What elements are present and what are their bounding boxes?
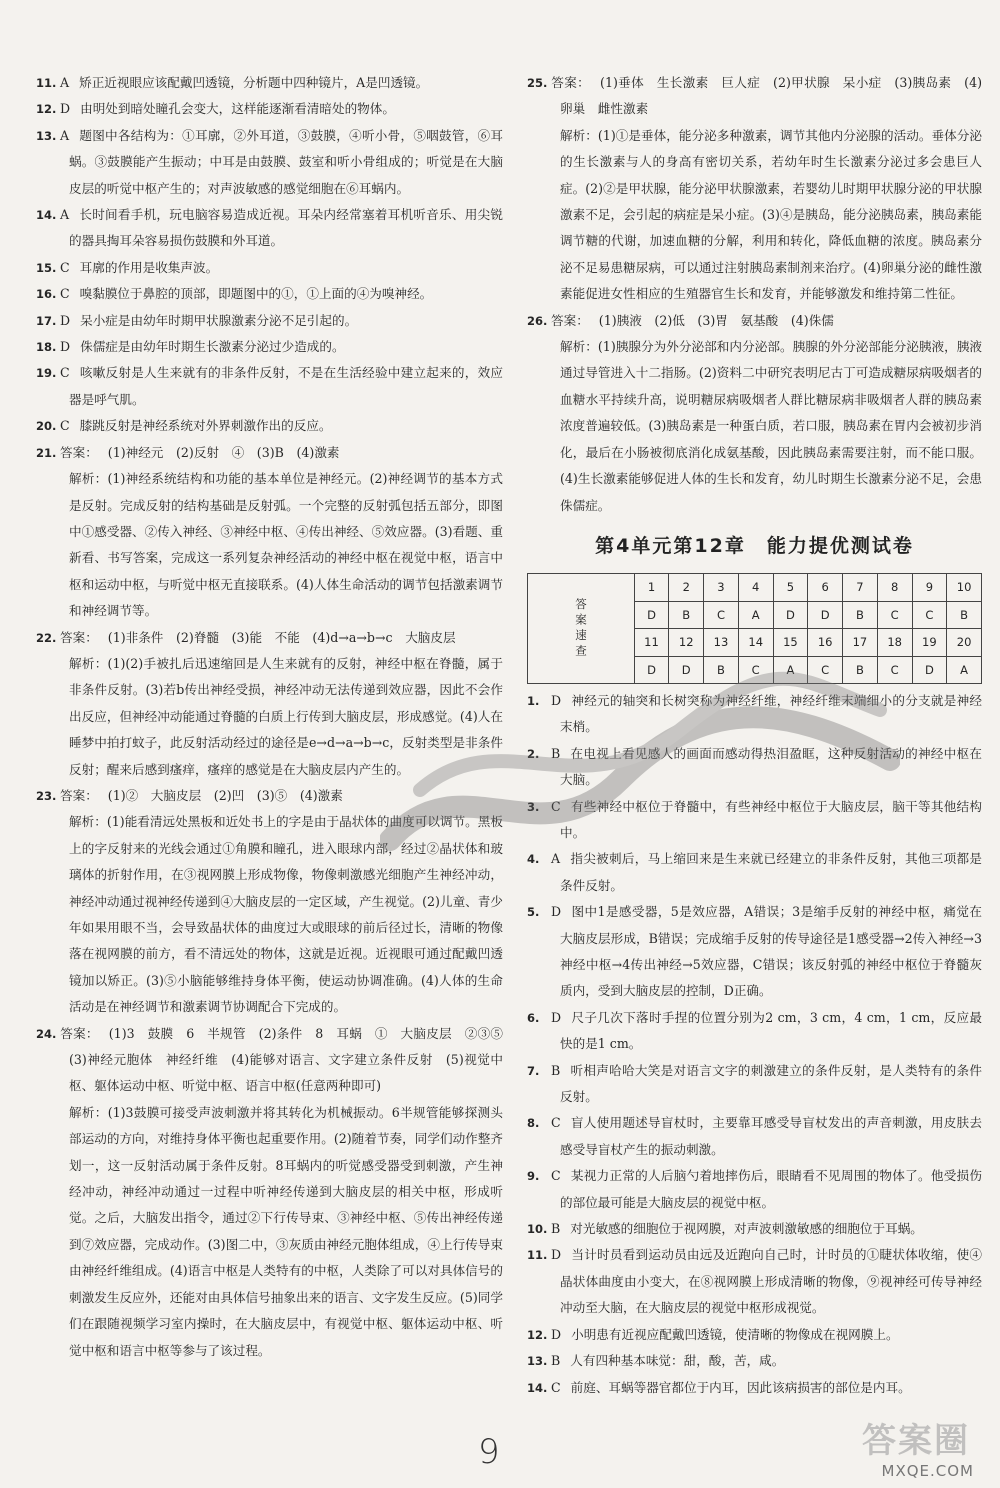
- answer-item: [36, 413, 503, 439]
- answer-item: [36, 281, 503, 307]
- item-number: 21.: [36, 445, 57, 460]
- item-text: 对光敏感的细胞位于视网膜，对声波刺激敏感的细胞位于耳蜗。: [570, 1221, 923, 1237]
- table-question-number: 13: [704, 629, 739, 656]
- table-answer-cell: D: [634, 656, 669, 683]
- answer-item: [527, 899, 982, 1005]
- table-question-number: 2: [669, 574, 704, 601]
- item-text: 在电视上看见感人的画面而感动得热泪盈眶，这种反射活动的神经中枢在大脑。: [560, 745, 982, 788]
- answer-item: [527, 1005, 982, 1058]
- item-number: 16.: [36, 287, 57, 302]
- watermark-url: MXQE.COM: [881, 1462, 974, 1480]
- item-answer: 答案：: [551, 75, 591, 90]
- item-answer: B: [551, 1353, 561, 1369]
- item-answer: C: [60, 418, 70, 434]
- table-answer-cell: C: [912, 601, 947, 628]
- item-answer: 答案：: [551, 312, 589, 328]
- item-answer: B: [551, 1062, 561, 1078]
- table-answer-cell: B: [843, 601, 878, 628]
- answer-table-label: 答案速查: [528, 574, 635, 684]
- item-number: 3.: [527, 799, 540, 814]
- item-number: 14.: [527, 1380, 548, 1395]
- item-answer: D: [551, 904, 562, 920]
- item-text: 图中1是感受器，5是效应器，A错误；3是缩手反射的神经中枢，痛觉在大脑皮层形成，B错误；完成缩手反射的传导途径是1感受器→2传入神经→3神经中枢→4传出神经→5效应器，C错误；该反射弧的神经中枢位于脊髓灰质内，受到大脑皮层的控制，D正确。: [560, 904, 982, 999]
- section-title: 第4单元第12章 能力提优测试卷: [595, 534, 914, 557]
- item-number: 17.: [36, 313, 57, 328]
- item-explanation: 解析：(1)(2)手被扎后迅速缩回是人生来就有的反射，神经中枢在脊髓，属于非条件反射。(3)若b传出神经受损，神经冲动无法传递到效应器，因此不会作出反应，但神经冲动能通过脊髓的白质上行传到大脑皮层，形成感觉。(4)人在睡梦中拍打蚊子，此反射活动经过的途径是e→d→a→b→c，反射类型是非条件反射；醒来后感到瘙痒，瘙痒的感觉是在大脑皮层内产生的。: [69, 655, 503, 777]
- table-question-number: 10: [947, 574, 982, 601]
- item-number: 12.: [527, 1327, 548, 1342]
- item-answer: D: [551, 1009, 562, 1025]
- item-number: 20.: [36, 419, 57, 434]
- table-question-number: 15: [773, 629, 808, 656]
- item-number: 12.: [36, 102, 57, 117]
- item-answer: C: [551, 798, 561, 814]
- item-answer: D: [551, 692, 562, 708]
- table-answer-cell: D: [669, 656, 704, 683]
- item-answer: D: [551, 1326, 562, 1342]
- item-answer: A: [551, 851, 561, 867]
- item-text: 尺子几次下落时手捏的位置分别为2 cm，3 cm，4 cm，1 cm，反应最快的是1 cm。: [560, 1009, 982, 1052]
- item-answer: C: [551, 1379, 561, 1395]
- item-answer: C: [551, 1115, 561, 1131]
- answer-item: [527, 1058, 982, 1111]
- answer-item: [36, 1021, 516, 1100]
- item-number: 1.: [527, 693, 540, 708]
- item-explanation: 解析：(1)神经系统结构和功能的基本单位是神经元。(2)神经调节的基本方式是反射。完成反射的结构基础是反射弧。一个完整的反射弧包括五部分，即图中①感受器、②传入神经、③神经中枢、④传出神经、⑤效应器。(3)看题、重新看、书写答案，完成这一系列复杂神经活动的神经中枢在视觉中枢，语言中枢和运动中枢，与听觉中枢无直接联系。(4)人体生命活动的调节包括激素调节和神经调节等。: [69, 471, 503, 619]
- item-number: 10.: [527, 1222, 548, 1237]
- table-question-number: 8: [877, 574, 912, 601]
- table-question-number: 19: [912, 629, 947, 656]
- table-answer-cell: B: [843, 656, 878, 683]
- item-text: (1)非条件 (2)脊髓 (3)能 不能 (4)d→a→b→c 大脑皮层: [107, 629, 456, 645]
- item-answer: A: [60, 127, 70, 143]
- item-answer: C: [551, 1168, 561, 1184]
- item-explanation: 解析：(1)①是垂体，能分泌多种激素，调节其他内分泌腺的活动。垂体分泌的生长激素与人的身高有密切关系，若幼年时生长激素分泌过多会患巨人症。(2)②是甲状腺，能分泌甲状腺激素，若婴幼儿时期甲状腺分泌的甲状腺激素不足，会引起的病症是呆小症。(3)④是胰岛，能分泌胰岛素，胰岛素能调节糖的代谢，加速血糖的分解，利用和转化，降低血糖的浓度。胰岛素分泌不足易患糖尿病，可以通过注射胰岛素制剂来治疗。(4)卵巢分泌的雌性激素能促进女性相应的生殖器官生长和发育，并能够激发和维持第二性征。: [560, 127, 982, 302]
- table-answer-cell: C: [877, 656, 912, 683]
- table-answer-cell: B: [704, 656, 739, 683]
- answer-item: [36, 440, 503, 466]
- item-text: 小明患有近视应配戴凹透镜，使清晰的物像成在视网膜上。: [571, 1326, 899, 1342]
- answer-item: [527, 70, 982, 123]
- table-answer-cell: C: [704, 601, 739, 628]
- item-number: 11.: [36, 76, 57, 90]
- table-question-number: 7: [843, 574, 878, 601]
- item-number: 2.: [527, 746, 540, 761]
- item-answer: A: [60, 207, 70, 223]
- table-question-number: 17: [843, 629, 878, 656]
- item-answer: 答案：: [60, 787, 98, 803]
- table-question-number: 14: [738, 629, 773, 656]
- table-question-number: 16: [808, 629, 843, 656]
- table-question-number: 12: [669, 629, 704, 656]
- item-text: 嗅黏膜位于鼻腔的顶部，即题图中的①，①上面的④为嗅神经。: [79, 286, 433, 302]
- item-answer: D: [60, 339, 71, 355]
- item-answer: C: [60, 365, 70, 381]
- item-number: 23.: [36, 788, 57, 803]
- table-answer-cell: D: [808, 601, 843, 628]
- item-number: 18.: [36, 340, 57, 355]
- watermark-logo: 答案圈: [862, 1421, 970, 1461]
- item-text: 前庭、耳蜗等器官都位于内耳，因此该病损害的部位是内耳。: [570, 1379, 911, 1395]
- item-text: (1)3 鼓膜 6 半规管 (2)条件 8 耳蜗 ① 大脑皮层 ②③⑤ (3)神经元胞体 神经纤维 (4)能够对语言、文字建立条件反射 (5)视觉中枢、躯体运动中枢、听觉中枢、语言中枢(任意两种即可): [69, 1025, 516, 1094]
- item-number: 9.: [527, 1169, 540, 1184]
- table-answer-cell: A: [738, 601, 773, 628]
- table-question-number: 3: [704, 574, 739, 601]
- answer-item: [527, 308, 982, 334]
- item-number: 14.: [36, 208, 57, 223]
- scan-smudge: [380, 640, 900, 880]
- item-text: (1)神经元 (2)反射 ④ (3)B (4)激素: [107, 444, 340, 460]
- answer-item: [36, 70, 503, 96]
- item-number: 13.: [36, 128, 57, 143]
- table-question-number: 11: [634, 629, 669, 656]
- answer-item: [36, 123, 503, 202]
- table-question-number: 1: [634, 574, 669, 601]
- item-text: 有些神经中枢位于脊髓中，有些神经中枢位于大脑皮层，脑干等其他结构中。: [560, 798, 982, 840]
- item-answer: D: [60, 312, 71, 328]
- item-number: 5.: [527, 905, 540, 920]
- item-answer: B: [551, 745, 561, 761]
- item-answer: 答案：: [60, 1025, 99, 1041]
- item-text: 呆小症是由幼年时期甲状腺激素分泌不足引起的。: [80, 312, 358, 328]
- answer-item: [527, 1163, 982, 1216]
- table-question-number: 6: [808, 574, 843, 601]
- table-answer-cell: D: [773, 601, 808, 628]
- item-text: 侏儒症是由幼年时期生长激素分泌过少造成的。: [80, 339, 345, 355]
- item-text: 题图中各结构为：①耳廓，②外耳道，③鼓膜，④听小骨，⑤咽鼓管，⑥耳蜗。③鼓膜能产生振动；中耳是由鼓膜、鼓室和听小骨组成的；听觉是在大脑皮层的听觉中枢产生的；对声波敏感的感觉细胞在⑥耳蜗内。: [69, 127, 503, 196]
- table-answer-cell: B: [669, 601, 704, 628]
- table-answer-cell: A: [947, 656, 982, 683]
- item-answer: D: [551, 1247, 562, 1263]
- answer-item: [527, 1348, 982, 1374]
- item-number: 26.: [527, 313, 548, 328]
- item-text: 某视力正常的人后脑勺着地摔伤后，眼睛看不见周围的物体了。他受损伤的部位最可能是大脑皮层的视觉中枢。: [560, 1168, 982, 1210]
- item-text: 咳嗽反射是人生来就有的非条件反射，不是在生活经验中建立起来的，效应器是呼气肌。: [69, 365, 503, 407]
- answer-item: [527, 1375, 982, 1401]
- item-number: 4.: [527, 852, 540, 867]
- item-number: 19.: [36, 366, 57, 381]
- answer-item: [527, 1110, 982, 1163]
- answer-item: [36, 96, 503, 122]
- answer-item: [36, 360, 503, 413]
- item-number: 6.: [527, 1010, 540, 1025]
- item-explanation: 解析：(1)能看清远处黑板和近处书上的字是由于晶状体的曲度可以调节。黑板上的字反射来的光线会通过①角膜和瞳孔，进入眼球内部，经过②晶状体和玻璃体的折射作用，在③视网膜上形成物像，物像刺激感光细胞产生神经冲动，神经冲动通过视神经传递到④大脑皮层的一定区域，产生视觉。(2)儿童、青少年如果用眼不当，会导致晶状体的曲度过大或眼球的前后径过长，清晰的物像落在视网膜的前方，看不清远处的物体，这就是近视。近视眼可通过配戴凹透镜加以矫正。(3)⑤小脑能够维持身体平衡，使运动协调准确。(4)人体的生命活动是在神经调节和激素调节协调配合下完成的。: [69, 814, 503, 1015]
- right-top-items: [527, 70, 982, 519]
- item-text: (1)② 大脑皮层 (2)凹 (3)⑤ (4)激素: [107, 787, 343, 803]
- answer-item: [527, 1242, 982, 1321]
- item-number: 7.: [527, 1063, 540, 1078]
- item-text: 指尖被刺后，马上缩回来是生来就已经建立的非条件反射，其他三项都是条件反射。: [560, 851, 982, 893]
- item-explanation: 解析：(1)3鼓膜可接受声波刺激并将其转化为机械振动。6半规管能够探测头部运动的方向，对维持身体平衡也起重要作用。(2)随着节奏，同学们动作整齐划一，这一反射活动属于条件反射。8耳蜗内的听觉感受器受到刺激，产生神经冲动，神经冲动通过一过程中听神经传递到大脑皮层的相关中枢，形成听觉。之后，大脑发出指令，通过②下行传导束、③神经中枢、⑤传出神经传递到⑦效应器，完成动作。(3)图二中，③灰质由神经元胞体组成，④上行传导束由神经纤维组成。(4)语言中枢是人类特有的中枢，人类除了可以对具体信号的刺激发生反应外，还能对由具体信号抽象出来的语言、文字发生反应。(5)同学们在跟随视频学习室内操时，在大脑皮层中，有视觉中枢、躯体运动中枢、听觉中枢和语言中枢等参与了该过程。: [69, 1104, 503, 1358]
- answer-item: [36, 255, 503, 281]
- item-number: 15.: [36, 260, 57, 275]
- item-number: 11.: [527, 1248, 548, 1263]
- answer-item: [36, 202, 503, 255]
- answer-item: [527, 1322, 982, 1348]
- item-number: 25.: [527, 76, 548, 90]
- table-question-number: 9: [912, 574, 947, 601]
- table-answer-cell: A: [773, 656, 808, 683]
- item-text: 盲人使用题述导盲杖时，主要靠耳感受导盲杖发出的声音刺激，用皮肤去感受导盲杖产生的振动刺激。: [560, 1115, 982, 1157]
- item-text: 听相声哈哈大笑是对语言文字的刺激建立的条件反射，是人类特有的条件反射。: [560, 1062, 982, 1105]
- item-text: 人有四种基本味觉：甜，酸，苦，咸。: [570, 1353, 785, 1369]
- item-number: 13.: [527, 1354, 548, 1369]
- item-answer: B: [551, 1221, 561, 1237]
- item-text: (1)胰液 (2)低 (3)胃 氨基酸 (4)侏儒: [598, 312, 834, 328]
- table-answer-cell: C: [877, 601, 912, 628]
- item-text: 耳廓的作用是收集声波。: [79, 259, 219, 275]
- item-text: 长时间看手机，玩电脑容易造成近视。耳朵内经常塞着耳机听音乐、用尖锐的器具掏耳朵容易损伤鼓膜和外耳道。: [69, 207, 503, 249]
- item-explanation: 解析：(1)胰腺分为外分泌部和内分泌部。胰腺的外分泌部能分泌胰液，胰液通过导管进入十二指肠。(2)资料二中研究表明尼古丁可造成糖尿病吸烟者的血糖水平持续升高，说明糖尿病吸烟者人群比糖尿病非吸烟者人群的胰岛素浓度普遍较低。(3)胰岛素是一种蛋白质，若口服，胰岛素在胃内会被初步消化，最后在小肠被彻底消化成氨基酸，因此胰岛素需要注射，而不能口服。(4)生长激素能够促进人体的生长和发育，幼儿时期生长激素分泌不足，会患侏儒症。: [560, 339, 982, 513]
- item-answer: 答案：: [60, 444, 98, 460]
- item-text: 神经元的轴突和长树突称为神经纤维，神经纤维末端细小的分支就是神经末梢。: [560, 692, 982, 735]
- item-number: 22.: [36, 630, 57, 645]
- table-answer-cell: D: [912, 656, 947, 683]
- item-text: 膝跳反射是神经系统对外界刺激作出的反应。: [79, 418, 332, 434]
- page-number: 9: [478, 1432, 500, 1472]
- table-answer-cell: B: [947, 601, 982, 628]
- item-text: 由明处到暗处瞳孔会变大，这样能逐渐看清暗处的物体。: [80, 101, 395, 117]
- answer-item: [527, 1216, 982, 1242]
- item-answer: C: [60, 259, 70, 275]
- item-answer: 答案：: [60, 629, 98, 645]
- item-text: (1)垂体 生长激素 巨人症 (2)甲状腺 呆小症 (3)胰岛素 (4)卵巢 雌性激素: [560, 75, 983, 117]
- item-text: 矫正近视眼应该配戴凹透镜，分析题中四种镜片，A是凹透镜。: [79, 75, 429, 90]
- answer-item: [36, 334, 503, 360]
- item-answer: D: [60, 101, 71, 117]
- table-answer-cell: D: [634, 601, 669, 628]
- table-answer-cell: C: [738, 656, 773, 683]
- item-number: 24.: [36, 1026, 57, 1041]
- item-answer: C: [60, 286, 70, 302]
- item-number: 8.: [527, 1116, 540, 1131]
- answer-item: [36, 308, 503, 334]
- table-question-number: 18: [877, 629, 912, 656]
- item-text: 当计时员看到运动员由远及近跑向自己时，计时员的①睫状体收缩，使④晶状体曲度由小变大，在⑧视网膜上形成清晰的物像，⑨视神经可传导神经冲动至大脑，在大脑皮层的视觉中枢形成视觉。: [560, 1247, 982, 1316]
- table-question-number: 4: [738, 574, 773, 601]
- table-answer-cell: C: [808, 656, 843, 683]
- table-question-number: 5: [773, 574, 808, 601]
- item-answer: A: [60, 75, 70, 90]
- table-question-number: 20: [947, 629, 982, 656]
